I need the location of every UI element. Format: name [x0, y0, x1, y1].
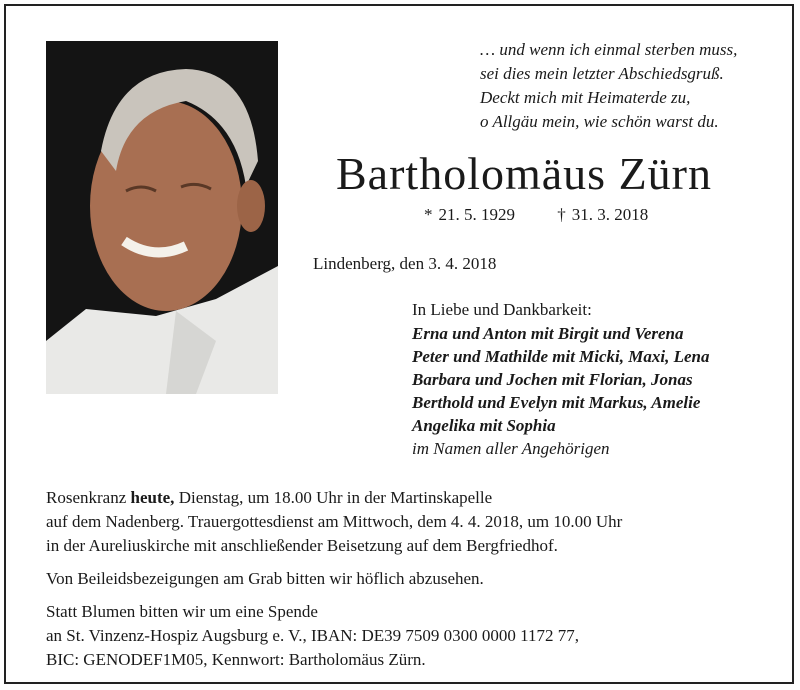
portrait-photo: [46, 41, 278, 394]
death-date: [557, 205, 648, 224]
place-and-date: Lindenberg, den 3. 4. 2018: [313, 254, 497, 273]
poem-line: … und wenn ich einmal sterben muss,: [480, 40, 738, 59]
service-paragraph: [46, 486, 786, 558]
poem-line: o Allgäu mein, wie schön warst du.: [480, 112, 719, 131]
poem-line: sei dies mein letzter Abschiedsgruß.: [480, 64, 724, 83]
condolence-line: Von Beileidsbezeigungen am Grab bitten wir höflich abzusehen.: [46, 569, 484, 588]
mourners-block: [412, 298, 782, 460]
donation-line: Statt Blumen bitten wir um eine Spende: [46, 602, 318, 621]
mourners-intro: In Liebe und Dankbarkeit:: [412, 300, 592, 319]
mourner-line: Berthold und Evelyn mit Markus, Amelie: [412, 393, 701, 412]
mourner-line: Peter und Mathilde mit Micki, Maxi, Lena: [412, 347, 710, 366]
deceased-name: Bartholomäus Zürn: [336, 148, 712, 199]
service-details: [46, 486, 786, 681]
mourner-line: Erna und Anton mit Birgit und Verena: [412, 324, 684, 343]
birth-date: [424, 205, 515, 224]
life-dates: [424, 205, 686, 225]
donation-paragraph: [46, 600, 786, 672]
service-line: in der Aureliuskirche mit anschließender Beisetzung auf dem Bergfriedhof.: [46, 536, 558, 555]
service-line1-bold: heute,: [130, 488, 175, 507]
death-date-value: 31. 3. 2018: [571, 205, 649, 224]
mourners-closing: im Namen aller Angehörigen: [412, 439, 610, 458]
service-line: [46, 486, 786, 510]
donation-line: BIC: GENODEF1M05, Kennwort: Bartholomäus Zürn.: [46, 650, 426, 669]
mourners-list: [412, 322, 782, 437]
service-line: auf dem Nadenberg. Trauergottesdienst am Mittwoch, dem 4. 4. 2018, um 10.00 Uhr: [46, 512, 623, 531]
poem-line: Deckt mich mit Heimaterde zu,: [480, 88, 691, 107]
service-line1-pre: Rosenkranz: [46, 488, 131, 507]
death-symbol: †: [557, 205, 566, 224]
memorial-poem: [480, 38, 770, 134]
condolence-note: [46, 567, 786, 591]
donation-line: an St. Vinzenz-Hospiz Augsburg e. V., IBAN: DE39 7509 0300 0000 1172 77,: [46, 626, 580, 645]
birth-date-value: 21. 5. 1929: [438, 205, 515, 224]
mourner-line: Barbara und Jochen mit Florian, Jonas: [412, 370, 693, 389]
service-line1-post: Dienstag, um 18.00 Uhr in der Martinskapelle: [174, 488, 493, 507]
mourner-line: Angelika mit Sophia: [412, 416, 556, 435]
birth-symbol: *: [424, 205, 433, 224]
